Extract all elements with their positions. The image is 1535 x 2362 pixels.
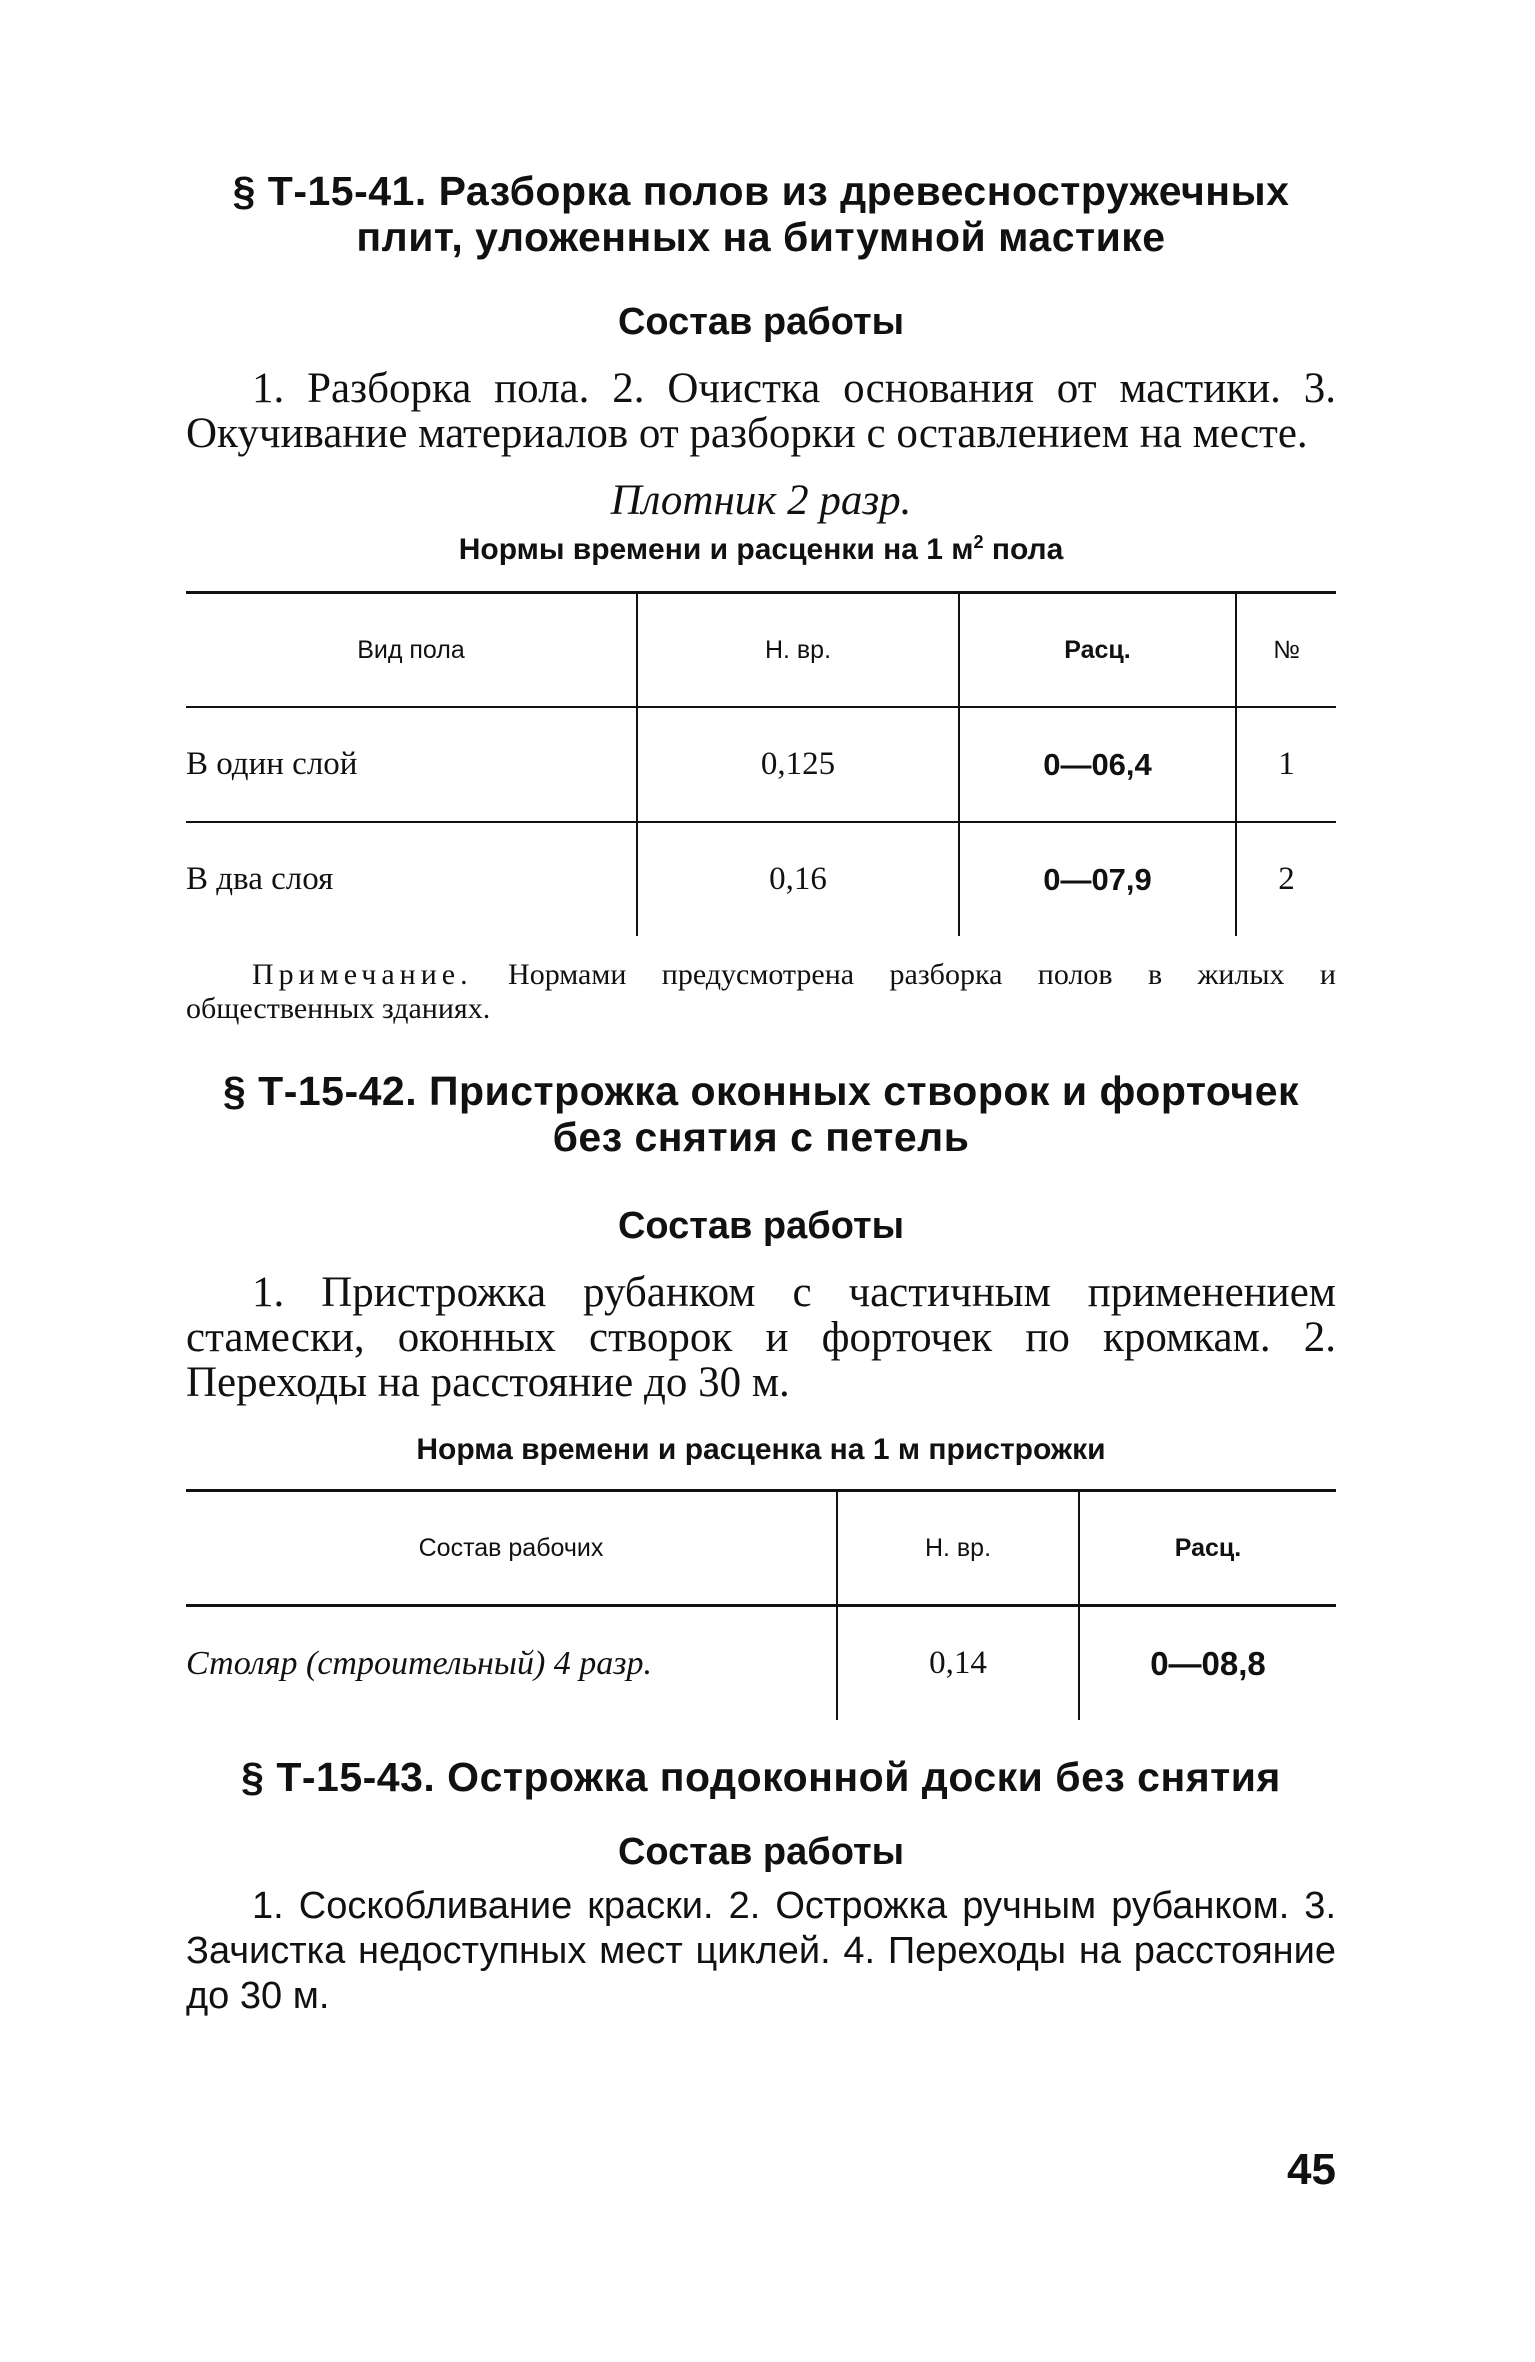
section-41-composition-text: 1. Разборка пола. 2. Очистка основания от мастики. 3. Окучивание материалов от разборки с оставлением на месте. bbox=[186, 365, 1336, 457]
cell-rate: 0—08,8 bbox=[1150, 1644, 1266, 1682]
section-41-title: § Т-15-41. Разборка полов из древесностружечных плит, уложенных на битумной мастике bbox=[232, 168, 1290, 260]
header-rate: Расц. bbox=[959, 593, 1236, 708]
note-label: Примечание. bbox=[252, 958, 473, 991]
caption-superscript: 2 bbox=[973, 532, 984, 552]
cell-rate: 0—07,9 bbox=[959, 822, 1236, 936]
caption-main: Нормы времени и расценки на 1 м bbox=[458, 533, 974, 566]
section-42 bbox=[186, 1068, 1336, 1720]
header-number: № bbox=[1273, 635, 1300, 664]
section-43-title: § Т-15-43. Острожка подоконной доски без снятия bbox=[241, 1754, 1281, 1800]
section-41-composition-heading: Состав работы bbox=[617, 301, 905, 343]
cell-rate: 0—06,4 bbox=[959, 707, 1236, 822]
section-42-composition-heading: Состав работы bbox=[617, 1205, 905, 1247]
section-41-table-caption bbox=[186, 533, 1336, 567]
page-number: 45 bbox=[1287, 2145, 1336, 2194]
cell-time-norm: 0,14 bbox=[837, 1606, 1079, 1721]
header-rate: Расц. bbox=[1174, 1533, 1242, 1562]
header-time-norm: Н. вр. bbox=[837, 1491, 1079, 1606]
table-row bbox=[186, 707, 1336, 822]
cell-floor-type: В один слой bbox=[186, 707, 637, 822]
section-43 bbox=[186, 1754, 1336, 2019]
section-43-composition-heading: Состав работы bbox=[617, 1831, 905, 1873]
section-41 bbox=[186, 168, 1336, 1026]
table-row bbox=[186, 1606, 1336, 1721]
cell-number: 1 bbox=[1278, 746, 1295, 782]
cell-workers: Столяр (строительный) 4 разр. bbox=[186, 1606, 837, 1721]
header-workers: Состав рабочих bbox=[186, 1491, 837, 1606]
section-42-table-caption: Норма времени и расценка на 1 м пристрожки bbox=[416, 1433, 1106, 1466]
section-41-note bbox=[186, 958, 1336, 1026]
table-header-row bbox=[186, 593, 1336, 708]
header-time-norm: Н. вр. bbox=[637, 593, 959, 708]
table-header-row bbox=[186, 1491, 1336, 1606]
section-43-composition-text: 1. Соскобливание краски. 2. Острожка ручным рубанком. 3. Зачистка недоступных мест циклей. 4. Переходы на расстояние до 30 м. bbox=[186, 1885, 1336, 2017]
caption-tail: пола bbox=[983, 533, 1064, 566]
note-text: Нормами предусмотрена разборка полов в жилых и общественных зданиях. bbox=[186, 958, 1336, 1025]
section-42-norms-table bbox=[186, 1489, 1336, 1720]
section-42-composition-text: 1. Пристрожка рубанком с частичным применением стамески, оконных створок и форточек по кромкам. 2. Переходы на расстояние до 30 м. bbox=[186, 1269, 1336, 1406]
cell-time-norm: 0,125 bbox=[637, 707, 959, 822]
document-page bbox=[186, 150, 1336, 2019]
cell-time-norm: 0,16 bbox=[637, 822, 959, 936]
header-floor-type: Вид пола bbox=[186, 593, 637, 708]
section-42-title: § Т-15-42. Пристрожка оконных створок и форточек без снятия с петель bbox=[222, 1068, 1300, 1160]
section-41-worker: Плотник 2 разр. bbox=[610, 477, 912, 524]
cell-floor-type: В два слоя bbox=[186, 822, 637, 936]
section-41-norms-table bbox=[186, 591, 1336, 936]
table-row bbox=[186, 822, 1336, 936]
cell-number: 2 bbox=[1278, 861, 1295, 897]
